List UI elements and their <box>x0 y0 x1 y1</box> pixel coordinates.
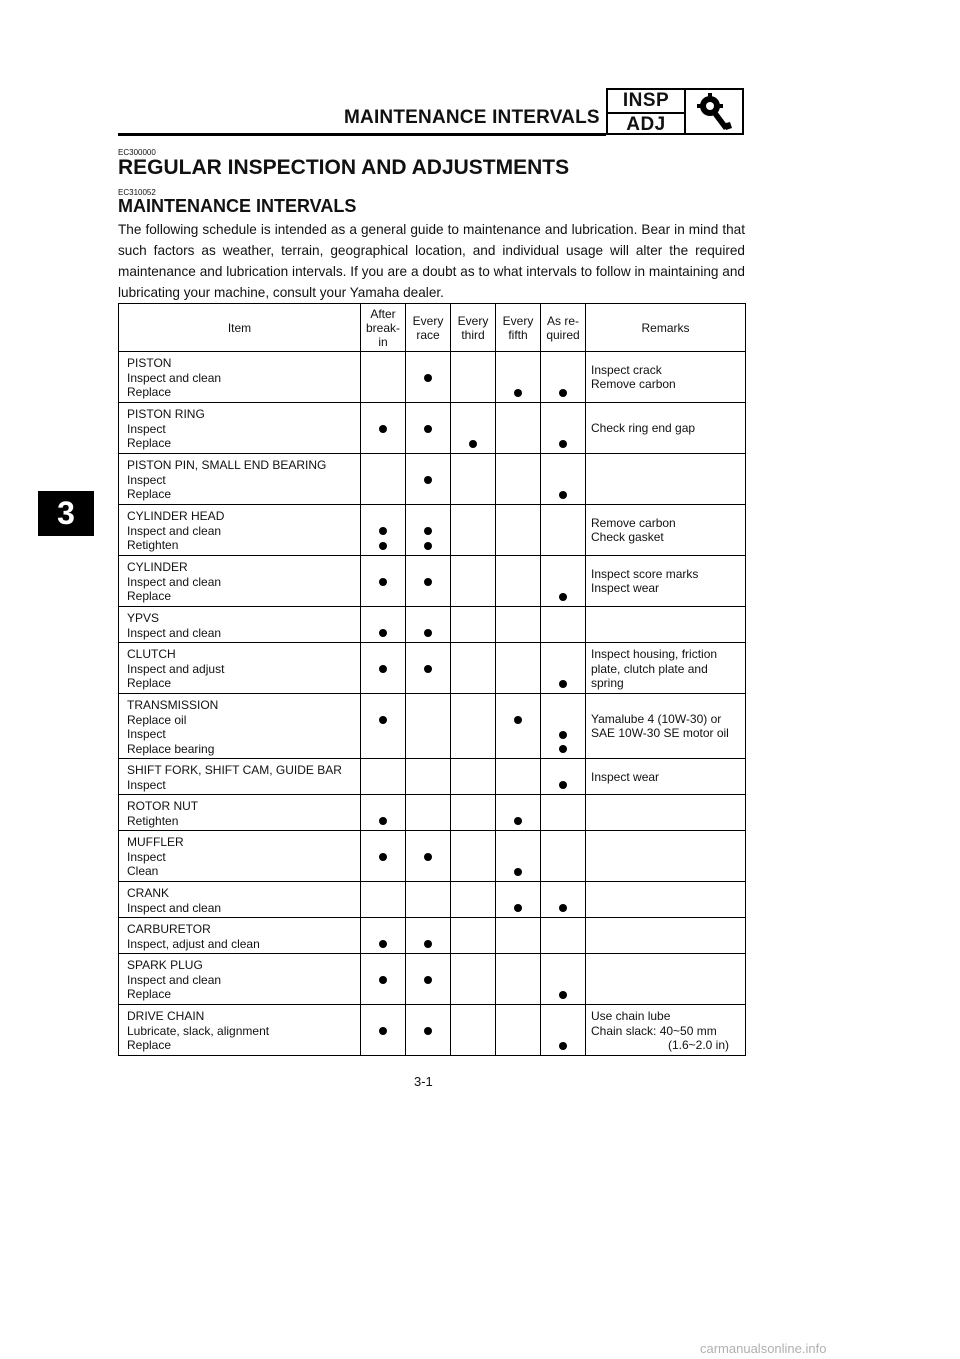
schedule-mark <box>379 665 387 673</box>
schedule-mark <box>559 904 567 912</box>
schedule-mark <box>559 745 567 753</box>
schedule-mark <box>514 817 522 825</box>
item-subtask: Inspect <box>127 777 166 792</box>
table-row <box>119 694 746 759</box>
interval-cell <box>496 882 541 918</box>
table-row <box>119 607 746 643</box>
schedule-mark <box>424 940 432 948</box>
interval-cell <box>406 643 451 694</box>
item-subtask: Inspect <box>127 421 166 436</box>
remarks-line: Remove carbon <box>591 515 676 530</box>
intro-paragraph: The following schedule is intended as a general guide to maintenance and lubrication. Bear in mind that such factors as weather, terrain, geographical location, and individual usage will alter the required maintenance and lubrication intervals. If you are a doubt as to what intervals to follow in maintaining and lubricating your machine, consult your Yamaha dealer. <box>118 222 745 300</box>
interval-cell <box>451 352 496 403</box>
interval-cell <box>361 694 406 759</box>
interval-cell <box>406 1005 451 1056</box>
interval-cell <box>451 505 496 556</box>
interval-cell <box>406 882 451 918</box>
interval-cell <box>451 643 496 694</box>
schedule-mark <box>424 578 432 586</box>
schedule-mark <box>424 629 432 637</box>
item-name: CYLINDER <box>127 560 188 574</box>
item-subtask: Inspect <box>127 727 166 742</box>
item-name: CYLINDER HEAD <box>127 509 225 523</box>
column-header-line: After <box>370 306 396 321</box>
subsection-code: EC310052 <box>118 188 156 197</box>
item-cell <box>119 454 361 505</box>
section-heading: MAINTENANCE INTERVALS <box>118 196 357 216</box>
schedule-mark <box>559 440 567 448</box>
interval-cell <box>496 352 541 403</box>
interval-cell <box>496 1005 541 1056</box>
interval-cell <box>541 795 586 831</box>
interval-cell <box>541 352 586 403</box>
schedule-mark <box>379 940 387 948</box>
interval-cell <box>541 403 586 454</box>
item-subtask: Inspect and adjust <box>127 661 225 676</box>
schedule-mark <box>559 991 567 999</box>
remarks-line: (1.6~2.0 in) <box>667 1038 729 1053</box>
schedule-mark <box>424 374 432 382</box>
column-header <box>361 304 406 352</box>
column-header-line: race <box>416 327 440 342</box>
interval-cell <box>361 954 406 1005</box>
remarks-text <box>586 454 745 458</box>
item-cell <box>119 556 361 607</box>
interval-cell <box>541 643 586 694</box>
schedule-mark <box>514 389 522 397</box>
interval-cell <box>361 882 406 918</box>
interval-cell <box>451 882 496 918</box>
interval-cell <box>541 831 586 882</box>
interval-cell <box>406 694 451 759</box>
page-title: REGULAR INSPECTION AND ADJUSTMENTS <box>118 156 570 179</box>
interval-cell <box>496 403 541 454</box>
item-subtask: Inspect and clean <box>127 972 222 987</box>
wrench-and-gear-icon <box>686 90 742 133</box>
interval-cell <box>496 694 541 759</box>
interval-cell <box>451 831 496 882</box>
interval-cell <box>541 694 586 759</box>
item-cell <box>119 795 361 831</box>
schedule-mark <box>379 542 387 550</box>
item-name: MUFFLER <box>127 835 184 849</box>
column-header <box>496 304 541 352</box>
schedule-mark <box>424 665 432 673</box>
table-row <box>119 759 746 795</box>
item-subtask: Replace bearing <box>127 741 215 756</box>
interval-cell <box>496 643 541 694</box>
item-cell <box>119 954 361 1005</box>
remarks-cell <box>586 556 746 607</box>
interval-cell <box>451 607 496 643</box>
interval-cell <box>406 505 451 556</box>
item-cell <box>119 643 361 694</box>
interval-cell <box>406 759 451 795</box>
remarks-line: Yamalube 4 (10W-30) or <box>591 711 722 726</box>
column-header-line: As re- <box>546 313 579 328</box>
interval-cell <box>451 954 496 1005</box>
column-header-line: Remarks <box>641 320 690 335</box>
schedule-mark <box>559 680 567 688</box>
remarks-cell <box>586 694 746 759</box>
remarks-text <box>586 505 745 545</box>
item-name: CRANK <box>127 886 170 900</box>
item-cell <box>119 882 361 918</box>
column-header <box>406 304 451 352</box>
remarks-text <box>586 1005 745 1053</box>
table-row <box>119 795 746 831</box>
item-cell <box>119 831 361 882</box>
badge-adj: ADJ <box>626 114 666 135</box>
schedule-mark <box>379 853 387 861</box>
remarks-line: Inspect wear <box>591 581 660 596</box>
item-name: PISTON PIN, SMALL END BEARING <box>127 458 327 472</box>
item-subtask: Replace <box>127 436 172 451</box>
schedule-mark <box>514 716 522 724</box>
interval-cell <box>406 918 451 954</box>
table-row <box>119 918 746 954</box>
item-cell <box>119 1005 361 1056</box>
column-header-line: in <box>378 334 388 349</box>
remarks-line: Check ring end gap <box>591 421 696 436</box>
remarks-cell <box>586 954 746 1005</box>
schedule-mark <box>559 389 567 397</box>
interval-cell <box>451 795 496 831</box>
schedule-mark <box>469 440 477 448</box>
interval-cell <box>406 454 451 505</box>
column-header-line: third <box>461 327 485 342</box>
item-subtask: Inspect and clean <box>127 523 222 538</box>
item-cell <box>119 607 361 643</box>
schedule-mark <box>424 1027 432 1035</box>
item-name: SPARK PLUG <box>127 958 203 972</box>
interval-cell <box>406 607 451 643</box>
schedule-mark <box>379 527 387 535</box>
remarks-text <box>586 918 745 922</box>
remarks-text <box>586 694 745 741</box>
remarks-cell <box>586 918 746 954</box>
table-row <box>119 882 746 918</box>
item-cell <box>119 759 361 795</box>
remarks-text <box>586 607 745 611</box>
item-name: CARBURETOR <box>127 922 211 936</box>
schedule-mark <box>559 593 567 601</box>
schedule-mark <box>424 527 432 535</box>
column-header-line: Every <box>412 313 444 328</box>
remarks-line: Inspect housing, friction <box>591 647 718 661</box>
remarks-cell <box>586 1005 746 1056</box>
interval-cell <box>451 556 496 607</box>
table-row <box>119 556 746 607</box>
table-row <box>119 643 746 694</box>
remarks-text <box>586 795 745 799</box>
item-subtask: Replace <box>127 487 172 502</box>
item-subtask: Retighten <box>127 813 179 828</box>
interval-cell <box>541 918 586 954</box>
remarks-line: Inspect crack <box>591 362 662 377</box>
remarks-cell <box>586 831 746 882</box>
column-header <box>119 304 361 352</box>
interval-cell <box>361 352 406 403</box>
item-subtask: Retighten <box>127 538 179 553</box>
remarks-cell <box>586 607 746 643</box>
remarks-cell <box>586 759 746 795</box>
interval-cell <box>406 831 451 882</box>
chapter-tab: 3 <box>38 491 94 536</box>
remarks-text <box>586 831 745 835</box>
interval-cell <box>451 1005 496 1056</box>
remarks-cell <box>586 795 746 831</box>
interval-cell <box>496 607 541 643</box>
interval-cell <box>541 1005 586 1056</box>
item-subtask: Replace <box>127 676 172 691</box>
item-subtask: Inspect <box>127 472 166 487</box>
schedule-mark <box>379 629 387 637</box>
badge-text <box>608 90 686 133</box>
item-name: CLUTCH <box>127 647 176 661</box>
column-header-line: quired <box>546 327 580 342</box>
item-subtask: Replace <box>127 987 172 1002</box>
remarks-line: Remove carbon <box>591 377 676 392</box>
item-subtask: Inspect, adjust and clean <box>127 936 260 951</box>
column-header <box>451 304 496 352</box>
column-header-line: Every <box>457 313 489 328</box>
item-cell <box>119 403 361 454</box>
interval-cell <box>361 643 406 694</box>
item-subtask: Inspect and clean <box>127 625 222 640</box>
remarks-line: Use chain lube <box>591 1009 671 1023</box>
interval-cell <box>541 759 586 795</box>
schedule-mark <box>559 1042 567 1050</box>
item-cell <box>119 352 361 403</box>
interval-cell <box>496 795 541 831</box>
item-subtask: Inspect and clean <box>127 900 222 915</box>
interval-cell <box>451 918 496 954</box>
column-header <box>586 304 746 352</box>
remarks-cell <box>586 454 746 505</box>
remarks-text <box>586 403 745 436</box>
remarks-cell <box>586 403 746 454</box>
schedule-mark <box>514 904 522 912</box>
schedule-mark <box>379 976 387 984</box>
item-cell <box>119 694 361 759</box>
interval-cell <box>541 607 586 643</box>
interval-cell <box>541 556 586 607</box>
table-row <box>119 403 746 454</box>
column-header-line: break- <box>365 320 400 335</box>
schedule-mark <box>559 731 567 739</box>
remarks-text <box>586 954 745 958</box>
interval-cell <box>496 759 541 795</box>
table-row <box>119 831 746 882</box>
interval-cell <box>541 454 586 505</box>
remarks-cell <box>586 505 746 556</box>
remarks-line: Chain slack: 40~50 mm <box>591 1023 717 1038</box>
interval-cell <box>361 607 406 643</box>
table-row <box>119 454 746 505</box>
interval-cell <box>361 403 406 454</box>
watermark: carmanualsonline.info <box>700 1341 827 1356</box>
page-header-title: MAINTENANCE INTERVALS <box>344 107 600 128</box>
schedule-mark <box>559 491 567 499</box>
interval-cell <box>496 954 541 1005</box>
interval-cell <box>361 795 406 831</box>
interval-cell <box>451 759 496 795</box>
section-code: EC300000 <box>118 148 156 157</box>
table-row <box>119 505 746 556</box>
item-name: DRIVE CHAIN <box>127 1009 205 1023</box>
interval-cell <box>406 352 451 403</box>
interval-cell <box>451 403 496 454</box>
interval-cell <box>541 505 586 556</box>
column-header-line: Item <box>227 320 252 335</box>
remarks-line: Check gasket <box>591 530 664 545</box>
table-row <box>119 1005 746 1056</box>
interval-cell <box>406 795 451 831</box>
interval-cell <box>361 831 406 882</box>
item-cell <box>119 918 361 954</box>
remarks-cell <box>586 352 746 403</box>
remarks-cell <box>586 643 746 694</box>
remarks-text <box>586 759 745 784</box>
item-subtask: Lubricate, slack, alignment <box>127 1023 270 1038</box>
remarks-text <box>586 643 745 691</box>
interval-cell <box>361 1005 406 1056</box>
item-cell <box>119 505 361 556</box>
interval-cell <box>361 454 406 505</box>
interval-cell <box>361 505 406 556</box>
maintenance-schedule-table <box>118 303 746 1056</box>
schedule-mark <box>379 425 387 433</box>
item-name: ROTOR NUT <box>127 799 199 813</box>
interval-cell <box>541 954 586 1005</box>
item-name: SHIFT FORK, SHIFT CAM, GUIDE BAR <box>127 763 342 777</box>
schedule-mark <box>379 716 387 724</box>
remarks-line: Inspect score marks <box>591 566 699 581</box>
interval-cell <box>496 454 541 505</box>
schedule-mark <box>379 817 387 825</box>
item-subtask: Clean <box>127 864 159 879</box>
remarks-text <box>586 882 745 886</box>
remarks-text <box>586 352 745 392</box>
interval-cell <box>496 831 541 882</box>
interval-cell <box>496 556 541 607</box>
column-header <box>541 304 586 352</box>
schedule-mark <box>559 781 567 789</box>
schedule-mark <box>424 853 432 861</box>
interval-cell <box>451 454 496 505</box>
remarks-line: SAE 10W-30 SE motor oil <box>591 726 729 741</box>
interval-cell <box>406 954 451 1005</box>
remarks-line: spring <box>591 676 624 691</box>
header-rule <box>118 133 606 136</box>
table-header-row <box>119 304 746 352</box>
table-row <box>119 954 746 1005</box>
schedule-mark <box>424 976 432 984</box>
item-subtask: Inspect <box>127 849 166 864</box>
schedule-mark <box>424 476 432 484</box>
item-subtask: Inspect and clean <box>127 574 222 589</box>
item-name: YPVS <box>127 611 160 625</box>
interval-cell <box>451 694 496 759</box>
item-name: TRANSMISSION <box>127 698 219 712</box>
badge-insp: INSP <box>608 90 684 114</box>
page-number: 3-1 <box>414 1074 433 1089</box>
insp-adj-badge <box>606 88 744 135</box>
remarks-line: Inspect wear <box>591 769 660 784</box>
item-name: PISTON <box>127 356 172 370</box>
schedule-mark <box>424 542 432 550</box>
interval-cell <box>361 759 406 795</box>
item-subtask: Inspect and clean <box>127 370 222 385</box>
item-subtask: Replace <box>127 1038 172 1053</box>
interval-cell <box>541 882 586 918</box>
interval-cell <box>361 918 406 954</box>
remarks-cell <box>586 882 746 918</box>
item-name: PISTON RING <box>127 407 205 421</box>
interval-cell <box>406 556 451 607</box>
item-subtask: Replace oil <box>127 712 187 727</box>
schedule-mark <box>424 425 432 433</box>
interval-cell <box>496 918 541 954</box>
schedule-mark <box>379 578 387 586</box>
column-header-line: Every <box>502 313 534 328</box>
item-subtask: Replace <box>127 385 172 400</box>
remarks-text <box>586 556 745 596</box>
item-subtask: Replace <box>127 589 172 604</box>
schedule-mark <box>379 1027 387 1035</box>
table-row <box>119 352 746 403</box>
schedule-mark <box>514 868 522 876</box>
column-header-line: fifth <box>508 327 528 342</box>
interval-cell <box>361 556 406 607</box>
interval-cell <box>406 403 451 454</box>
interval-cell <box>496 505 541 556</box>
remarks-line: plate, clutch plate and <box>591 661 708 676</box>
